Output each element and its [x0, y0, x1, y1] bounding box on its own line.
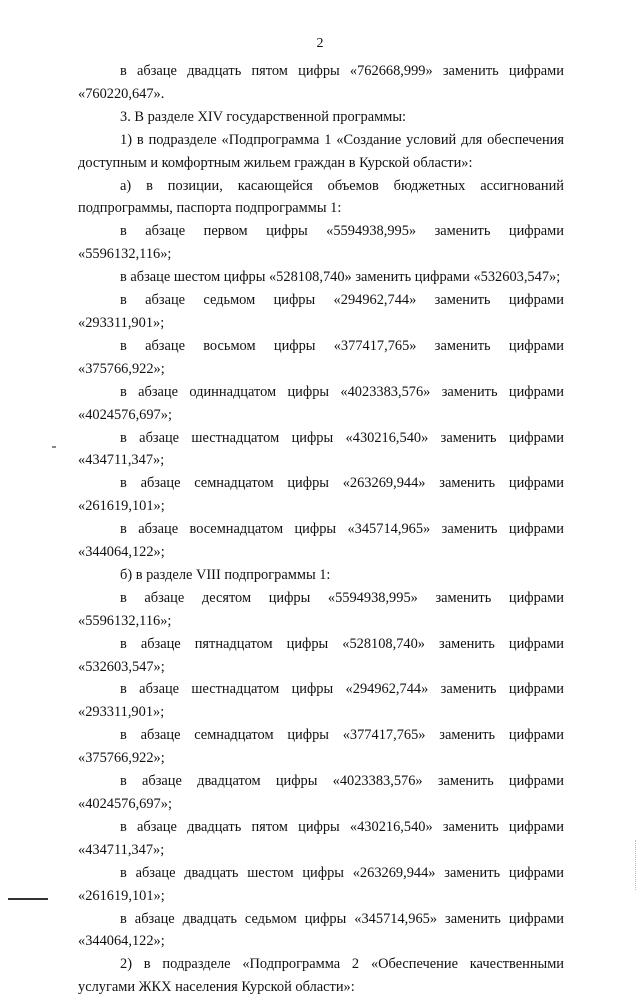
paragraph: 1) в подразделе «Подпрограмма 1 «Создание условий для обеспечения доступным и комфортным жильем граждан в Курской области»: [78, 131, 564, 171]
paragraph: в абзаце семнадцатом цифры «377417,765» заменить цифрами «375766,922»; [78, 727, 564, 767]
paragraph: 2) в подразделе «Подпрограмма 2 «Обеспечение качественными услугами ЖКХ населения Курской области»: [78, 956, 564, 996]
paragraph: в абзаце пятнадцатом цифры «528108,740» заменить цифрами «532603,547»; [78, 635, 564, 675]
scan-edge-specks [635, 840, 638, 890]
paragraph: в абзаце двадцать пятом цифры «430216,540» заменить цифрами «434711,347»; [78, 818, 564, 858]
paragraph: в абзаце двадцать шестом цифры «263269,944» заменить цифрами «261619,101»; [78, 864, 564, 904]
paragraph: в абзаце семнадцатом цифры «263269,944» заменить цифрами «261619,101»; [78, 475, 564, 515]
margin-mark [52, 446, 56, 448]
paragraph: в абзаце двадцать пятом цифры «762668,999» заменить цифрами «760220,647». [78, 63, 564, 102]
paragraph: б) в разделе VIII подпрограммы 1: [120, 566, 331, 583]
document-body [78, 60, 564, 999]
paragraph: в абзаце первом цифры «5594938,995» заменить цифрами «5596132,116»; [78, 223, 564, 263]
page-number: 2 [316, 36, 324, 51]
paragraph: в абзаце восьмом цифры «377417,765» заменить цифрами «375766,922»; [78, 337, 564, 377]
paragraph: в абзаце шестнадцатом цифры «430216,540» заменить цифрами «434711,347»; [78, 429, 564, 469]
paragraph: в абзаце десятом цифры «5594938,995» заменить цифрами «5596132,116»; [78, 589, 564, 629]
paragraph: 3. В разделе XIV государственной программы: [120, 108, 406, 125]
paragraph: в абзаце шестнадцатом цифры «294962,744» заменить цифрами «293311,901»; [78, 681, 564, 721]
paragraph: в абзаце двадцать седьмом цифры «345714,965» заменить цифрами «344064,122»; [78, 910, 564, 950]
bottom-rule [8, 898, 48, 900]
paragraph: в абзаце одиннадцатом цифры «4023383,576» заменить цифрами «4024576,697»; [78, 383, 564, 423]
paragraph: а) в позиции, касающейся объемов бюджетных ассигнований подпрограммы, паспорта подпрограммы 1: [78, 177, 564, 217]
paragraph: в абзаце восемнадцатом цифры «345714,965» заменить цифрами «344064,122»; [78, 521, 564, 561]
paragraph: в абзаце двадцатом цифры «4023383,576» заменить цифрами «4024576,697»; [78, 773, 564, 812]
paragraph: в абзаце шестом цифры «528108,740» заменить цифрами «532603,547»; [120, 269, 561, 286]
paragraph: в абзаце седьмом цифры «294962,744» заменить цифрами «293311,901»; [78, 292, 564, 331]
